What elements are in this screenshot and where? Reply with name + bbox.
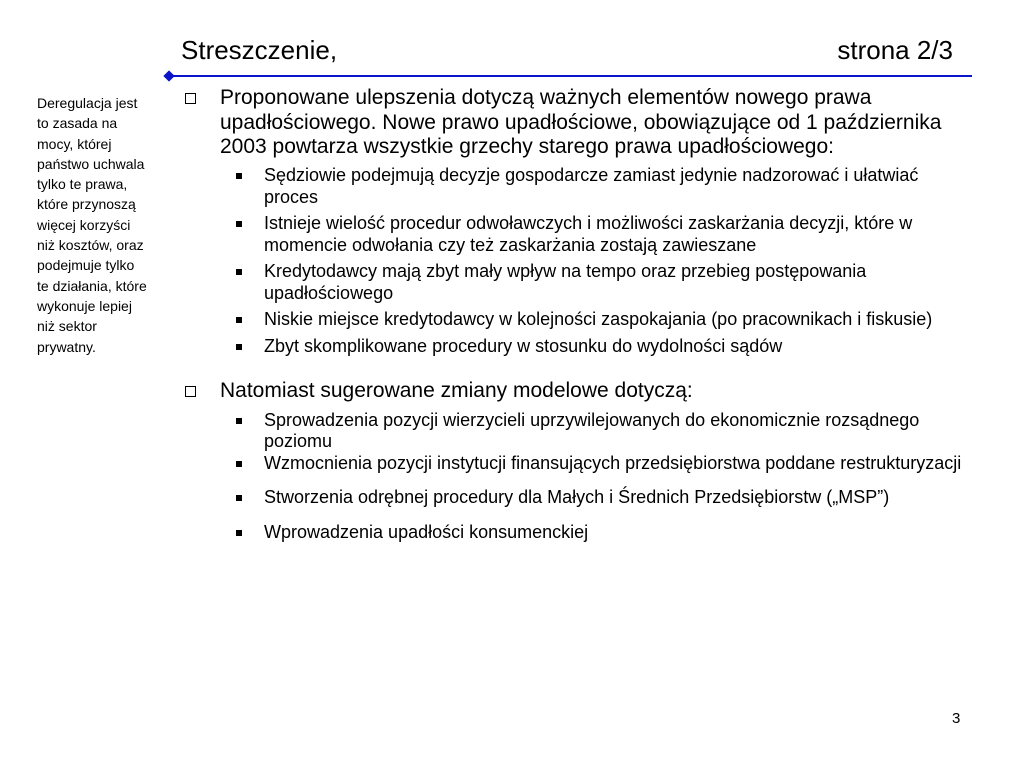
sub-bullet-text: Sędziowie podejmują decyzje gospodarcze zamiast jedynie nadzorować i ułatwiać proces [264, 165, 919, 207]
slide-title: Streszczenie, [181, 35, 338, 65]
square-bullet-icon [236, 221, 242, 227]
sub-bullet [184, 336, 974, 358]
sub-bullet [184, 165, 974, 208]
square-bullet-icon [236, 461, 242, 467]
sub-bullet [184, 487, 974, 509]
checkbox-bullet-icon [185, 93, 196, 104]
page-number: 3 [952, 710, 961, 727]
sidenote: Deregulacja jest to zasada na mocy, której państwo uchwala tylko te prawa, które przynoszą więcej korzyści niż kosztów, oraz podejmuje tylko te działania, które wykonuje lepiej niż sektor prywatny. [37, 95, 147, 355]
sub-bullet-text: Sprowadzenia pozycji wierzycieli uprzywilejowanych do ekonomicznie rozsądnego poziomu [264, 409, 920, 452]
square-bullet-icon [236, 269, 242, 275]
section-1-text: Proponowane ulepszenia dotyczą ważnych elementów nowego prawa upadłościowego. Nowe prawo upadłościowe, obowiązujące od 1 października 2003 powtarza wszystkie grzechy starego prawa upadłościowego: [220, 86, 942, 159]
sub-bullet [184, 261, 974, 304]
sub-bullet-text: Wprowadzenia upadłości konsumenckiej [264, 521, 589, 542]
slide-subtitle: strona 2/3 [837, 35, 953, 65]
sub-bullet [184, 410, 974, 453]
sub-bullet [184, 453, 974, 475]
sub-bullet-text: Kredytodawcy mają zbyt mały wpływ na tempo oraz przebieg postępowania upadłościowego [264, 261, 867, 303]
sub-bullet-text: Istnieje wielość procedur odwoławczych i możliwości zaskarżania decyzji, które w momencie odwołania czy też zaskarżania zostają zawieszane [264, 213, 913, 255]
square-bullet-icon [236, 344, 242, 350]
sub-bullet-text: Stworzenia odrębnej procedury dla Małych i Średnich Przedsiębiorstw („MSP”) [264, 487, 890, 508]
sub-bullet [184, 309, 974, 331]
section-2-text: Natomiast sugerowane zmiany modelowe dotyczą: [220, 379, 693, 403]
square-bullet-icon [236, 173, 242, 179]
sub-bullet [184, 213, 974, 256]
section-1-item [184, 86, 974, 160]
square-bullet-icon [236, 495, 242, 501]
checkbox-bullet-icon [185, 386, 196, 397]
title-divider [170, 75, 972, 77]
sub-bullet-text: Zbyt skomplikowane procedury w stosunku do wydolności sądów [264, 335, 783, 356]
section-2-item [184, 379, 974, 404]
square-bullet-icon [236, 418, 242, 424]
divider-diamond-icon [163, 70, 174, 81]
sub-bullet-text: Wzmocnienia pozycji instytucji finansujących przedsiębiorstwa poddane restrukturyzacji [264, 452, 962, 473]
square-bullet-icon [236, 317, 242, 323]
square-bullet-icon [236, 530, 242, 536]
sub-bullet-text: Niskie miejsce kredytodawcy w kolejności zaspokajania (po pracownikach i fiskusie) [264, 309, 933, 330]
main-content [184, 86, 974, 543]
sub-bullet [184, 522, 974, 544]
